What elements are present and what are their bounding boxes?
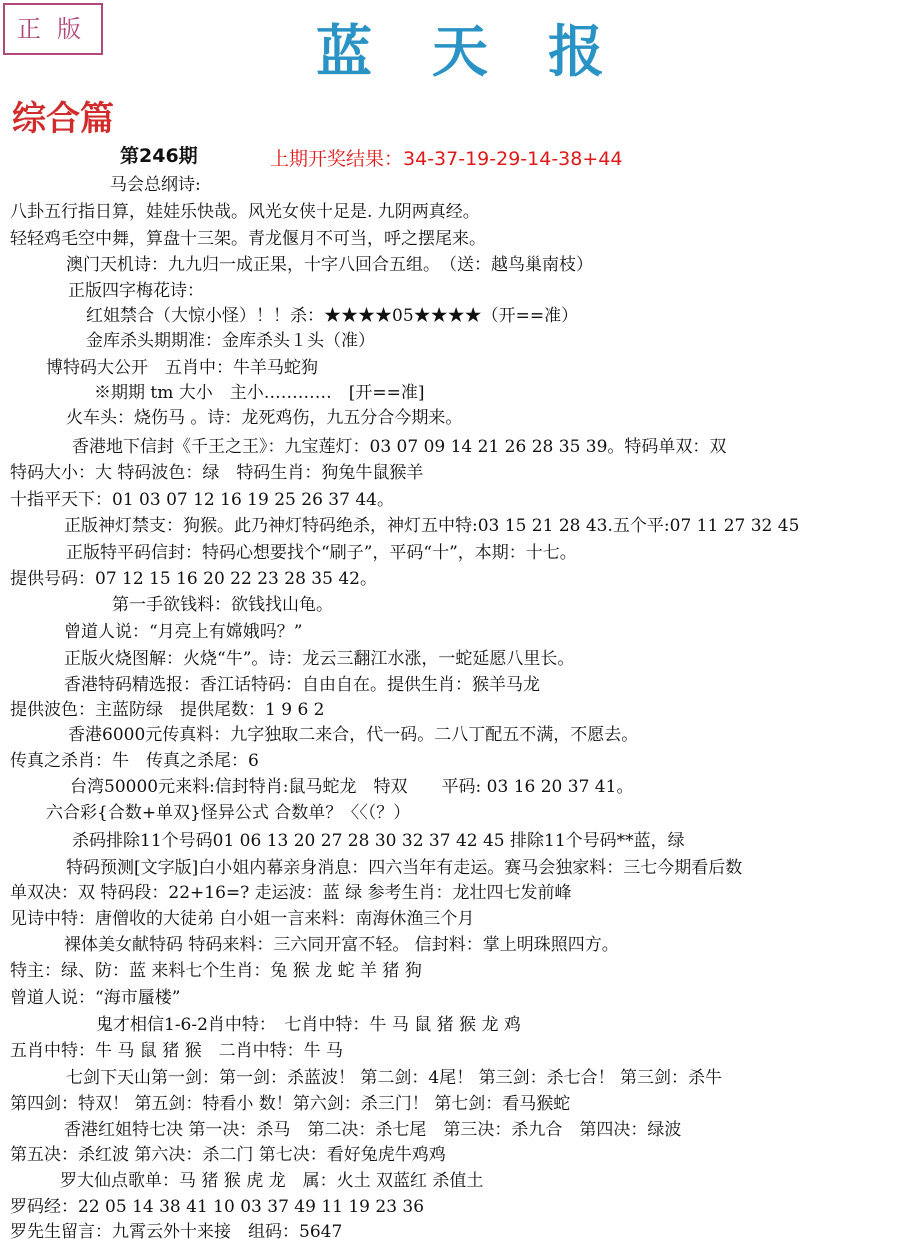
content-line: 单双决：双 特码段：22+16=? 走运波：蓝 绿 参考生肖：龙壮四七发前峰 bbox=[10, 883, 572, 903]
edition-badge: 正版 bbox=[3, 3, 103, 55]
content-line: 红姐禁合（大惊小怪）！！杀：★★★★05★★★★（开==准） bbox=[86, 306, 579, 326]
content-line: 曾道人说：“海市蜃楼” bbox=[10, 988, 181, 1008]
content-line: 香港红姐特七决 第一决：杀马 第二决：杀七尾 第三决：杀九合 第四决：绿波 bbox=[64, 1120, 682, 1140]
content-line: 澳门天机诗：九九归一成正果，十字八回合五组。 （送：越鸟巢南枝） bbox=[66, 255, 593, 275]
content-line: 马会总纲诗: bbox=[110, 175, 201, 195]
content-line: 正版神灯禁支：狗猴。此乃神灯特码绝杀，神灯五中特:03 15 21 28 43.五个平:07 11 27 32 45 bbox=[64, 516, 800, 536]
content-line: 香港地下信封《千王之王》：九宝莲灯：03 07 09 14 21 26 28 35 39。特码单双：双 bbox=[72, 437, 727, 457]
content-line: 香港6000元传真料：九字独取二来合，代一码。二八丁配五不满，不愿去。 bbox=[68, 725, 639, 745]
content-line: 轻轻鸡毛空中舞，算盘十三架。青龙偃月不可当，呼之摆尾来。 bbox=[10, 229, 486, 249]
last-draw-numbers: 34-37-19-29-14-38+44 bbox=[403, 148, 623, 170]
content-line: 六合彩{合数+单双}怪异公式 合数单？〈〈（？） bbox=[46, 803, 411, 823]
content-line: 第五决：杀红波 第六决：杀二门 第七决：看好兔虎牛鸡鸡 bbox=[10, 1145, 446, 1165]
content-line: 特码预测[文字版]白小姐内幕亲身消息：四六当年有走运。赛马会独家料：三七今期看后数 bbox=[66, 858, 743, 878]
content-line: 杀码排除11个号码01 06 13 20 27 28 30 32 37 42 45 排除11个号码**蓝，绿 bbox=[72, 831, 685, 851]
content-line: 博特码大公开 五肖中：牛羊马蛇狗 bbox=[46, 358, 318, 378]
content-line: 正版四字梅花诗： bbox=[68, 281, 204, 301]
section-title: 综合篇 bbox=[12, 99, 114, 139]
content-line: 提供波色：主蓝防绿 提供尾数：1 9 6 2 bbox=[10, 700, 325, 720]
content-line: 七剑下天山第一剑：第一剑：杀蓝波！ 第二剑：4尾！ 第三剑：杀七合！ 第三剑：杀牛 bbox=[66, 1068, 723, 1088]
content-line: 第四剑：特双！ 第五剑：特看小 数！第六剑：杀三门！ 第七剑：看马猴蛇 bbox=[10, 1094, 571, 1114]
content-line: 见诗中特：唐僧收的大徒弟 白小姐一言来料：南海休渔三个月 bbox=[10, 909, 475, 929]
content-line: 正版特平码信封：特码心想要找个“刷子”，平码“十”，本期：十七。 bbox=[66, 543, 577, 563]
content-line: 特码大小：大 特码波色：绿 特码生肖：狗兔牛鼠猴羊 bbox=[10, 463, 424, 483]
content-line: 提供号码：07 12 15 16 20 22 23 28 35 42。 bbox=[10, 569, 377, 589]
content-line: 十指平天下：01 03 07 12 16 19 25 26 37 44。 bbox=[10, 490, 394, 510]
content-line: 八卦五行指日算，娃娃乐快哉。风光女侠十足是. 九阴两真经。 bbox=[10, 202, 480, 222]
last-draw-result bbox=[270, 146, 622, 172]
content-line: 罗码经：22 05 14 38 41 10 03 37 49 11 19 23 36 bbox=[10, 1197, 425, 1217]
content-line: 金库杀头期期准：金库杀头１头（准） bbox=[86, 331, 375, 351]
content-line: 第一手欲钱料：欲钱找山龟。 bbox=[112, 595, 333, 615]
content-line: 五肖中特：牛 马 鼠 猪 猴 二肖中特：牛 马 bbox=[10, 1041, 344, 1061]
newspaper-title: 蓝天报 bbox=[316, 19, 664, 85]
last-draw-label: 上期开奖结果： bbox=[270, 148, 404, 170]
content-line: 火车头：烧伤马 。诗：龙死鸡伤，九五分合今期来。 bbox=[66, 408, 463, 428]
content-line: ※期期 tm 大小 主小………… [开==准] bbox=[94, 383, 425, 403]
content-line: 正版火烧图解：火烧“牛”。诗：龙云三翻江水涨，一蛇延愿八里长。 bbox=[64, 649, 575, 669]
content-line: 香港特码精选报：香江话特码：自由自在。提供生肖：猴羊马龙 bbox=[64, 675, 540, 695]
content-line: 曾道人说：“月亮上有嫦娥吗？” bbox=[64, 622, 303, 642]
content-line: 鬼才相信1-6-2肖中特： 七肖中特：牛 马 鼠 猪 猴 龙 鸡 bbox=[96, 1015, 521, 1035]
content-line: 特主：绿、防：蓝 来料七个生肖：兔 猴 龙 蛇 羊 猪 狗 bbox=[10, 961, 422, 981]
content-line: 裸体美女献特码 特码来料：三六同开富不轻。 信封料：掌上明珠照四方。 bbox=[64, 935, 619, 955]
content-line: 罗先生留言：九霄云外十来接 组码：5647 bbox=[10, 1222, 343, 1242]
content-line: 罗大仙点歌单：马 猪 猴 虎 龙 属：火土 双蓝红 杀值土 bbox=[60, 1171, 484, 1191]
content-line: 台湾50000元来料:信封特肖:鼠马蛇龙 特双 平码: 03 16 20 37 41。 bbox=[70, 777, 634, 797]
issue-number: 第246期 bbox=[120, 145, 198, 167]
content-line: 传真之杀肖：牛 传真之杀尾：6 bbox=[10, 751, 259, 771]
